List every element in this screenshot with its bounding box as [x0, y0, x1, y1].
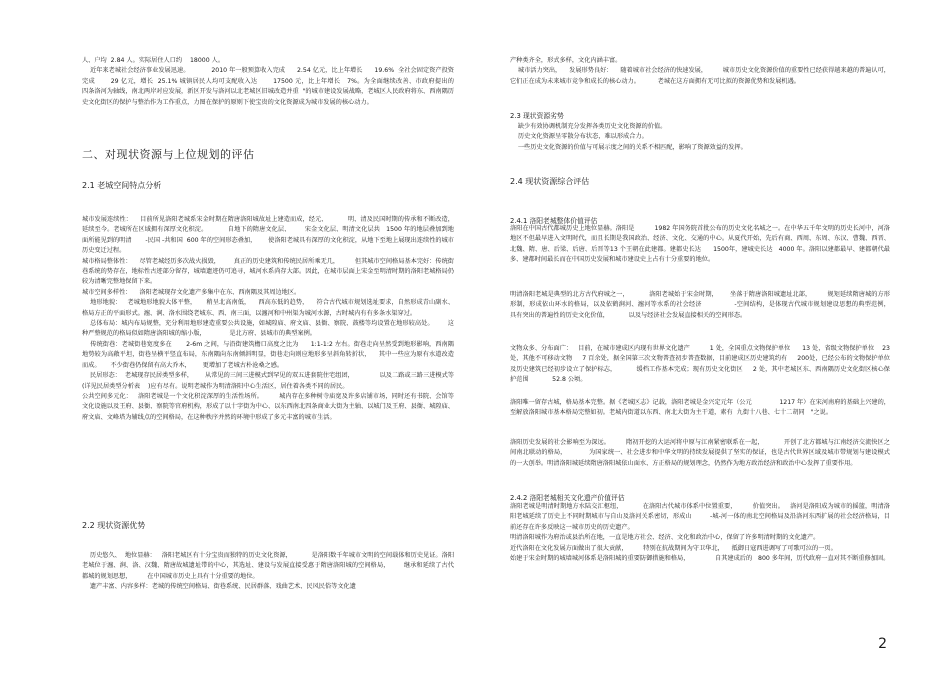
subsection-2-4-1-title: 2.4.1 洛阳老城整体价值评估 — [510, 217, 598, 225]
subsection-2-2-body — [82, 551, 454, 593]
subsection-2-4-1-paragraph-d: 洛阳唯一留存古城，格局基本完整。据《老城区志》记载，洛阳老城是金兴定元年（公元 1217 年）在宋河南府的基础上兴建的，至解放洛阳城市基本格局完整如初。老城内街道以东西、南北大街为主干道，素有 九街十八巷、七十二胡同 "之说。 — [510, 399, 890, 417]
subsection-2-4-1-paragraph-c: 文物众多、分布面广： 目前，在城市建成区内现有世界文化遗产 1 处，全国重点文物保护单位 13 处，省级文物保护单位 23 处，其他不可移动文物 7 百余处，据全国第三次文物普查初步普查数据，目前建成区历史建筑约有 200处，已经公布的文物保护单位及历史建筑已经初步设立了保护标志， 缓档工作基本完成；现有历史文化街区 2 处，其中老城区东、西南隅历史文化街区核心保护范围 52.8 公顷。 — [510, 345, 892, 384]
intro-paragraph: 人、户均 2.84 人。实际居住人口约 18000 人。 近年来老城社会经济事业发展迅速。 2010 年一般预算收入完成 2.54 亿元，比上年增长 19.6% 全社会固定资产投资完成 29 亿元，增长 25.1% 城镇居民人均可支配收入达 17500 元，比上年增长 7%。为全面继续改善、市政府提出的 四条洛河为轴线，南北两岸对应发展，新区开发与洛河以北老城区旧城改造并重 "的城市建设发展战略，老城区人民政府将东、西南隅历史文化街区的保护与整治作为工作重点，力图在保护的原则下使宝贵的文化资源成为城市发展的核心动力。 — [82, 57, 454, 106]
subsection-2-1-heading — [82, 180, 454, 191]
subsection-2-4-1-body-e — [510, 438, 890, 469]
section-2-title: 二、对现状资源与上位规划的评估 — [82, 148, 255, 161]
section-heading — [82, 148, 454, 162]
subsection-2-4-1-body-a — [510, 224, 890, 266]
subsection-2-4-1-body-b — [510, 290, 912, 321]
subsection-2-4-1-body-c — [510, 344, 890, 386]
subsection-2-3-title: 2.3 现状资源劣势 — [510, 112, 564, 120]
subsection-2-4-2-title: 2.4.2 洛阳老城相关文化遗产价值评估 — [510, 494, 625, 502]
subsection-2-4-1-paragraph-b: 明清洛阳老城是典型的北方古代府城之一， 洛阳老城始于宋金时期， 坐落于隋唐洛阳城遗址北部， 规矩延续隋唐城的方形形制，形成依山环水的格局，以及依鹤涧河、瀍河等水系的社会经济 -空间结构，是体现古代城市规划建设思想的典型范例， 具有突出的普遍性的历史文化价值， 以及与经济社会发展直接相关的空间形态。 — [510, 291, 912, 319]
subsection-2-4-title: 2.4 现状资源综合评估 — [510, 177, 590, 186]
subsection-2-2-heading — [82, 520, 454, 531]
subsection-2-3-body — [510, 122, 890, 153]
subsection-2-1-body — [82, 215, 454, 423]
right-top-text — [510, 56, 890, 87]
subsection-2-2-title: 2.2 现状资源优势 — [82, 521, 146, 530]
intro-text — [82, 56, 454, 108]
subsection-2-4-2-paragraph: 洛阳老城是明清时期地方水陆交汇枢纽， 在洛阳古代城市体系中位置重要， 价值突出。 洛河是洛阳成为城市的摇篮，明清洛阳老城延续了历史上不同时期城市与自山及洛河关系密切，形成山 -城-河一体的南北空间格局及沿洛河东西扩展的社会经济格局，目前还存在许多反映这一城市历史的历史遗产。 明清洛阳城作为府治或县治所在地，一直是地方社会、经济、文化和政治中心，保留了许多明清时期的文化遗产。 近代洛阳在文化发展方面做出了很大贡献， 特别在抗战期间为守卫华北， 抵御日寇西进调写了可歌可泣的一页。 始建于宋金时期的城墙城河体系是洛阳城的重要防御措施和格局， 自其建成后的 800 多年间，历代政府一直对其不断重修加固。 — [510, 503, 890, 563]
subsection-2-2-paragraph: 历史悠久、 地位显赫： 洛阳老城区有十分宝贵而独特的历史文化资源， 是洛阳数千年城市文明的空间载体和历史见证。洛阳老城位于瀍、涧、洛、汉魏、隋唐故城遗址带的中心，其选址、建设与发展直接受惠于隋唐洛阳城的空间格局， 继承和延续了古代都城的规划思想， 在中国城市历史上具有十分重要的地位。 遗产丰富、内容多样：老城的传统空间格局、街巷系统、民居群落、戏曲艺术、民风民俗等文化遗 — [82, 552, 455, 591]
subsection-2-3-heading — [510, 111, 890, 121]
subsection-2-4-1-paragraph-a: 洛阳在中国古代都城历史上地位显赫。洛阳是 1982 年国务院首批公布的历史文化名城之一。在中华五千年文明的历史长河中，河洛地区不但最早进入文明时代，而且长期是我国政治、经济、文化、交通的中心。从夏代开始，先后有商、西周、东周、东汉、曹魏、西晋、北魏、隋、唐、后梁、后唐、后晋等13 个王朝在此建都。建都史长达 1500年，建城史长达 4000 年。洛阳以建都最早、建都朝代最多、建都时间最长而在中国历史发展和城市建设史上占有十分重要的地位。 — [510, 225, 890, 264]
subsection-2-3-paragraph: 缺少有效协调机制充分发挥各类历史文化资源的价值。 历史文化资源呈零散分布状态，难以形成合力。 一些历史文化资源的价值与可展示度之间的关系不相匹配，影响了资源效益的发挥。 — [517, 123, 747, 151]
subsection-2-4-2-body — [510, 502, 890, 564]
subsection-2-4-heading — [510, 176, 890, 187]
subsection-2-1-title: 2.1 老城空间特点分析 — [82, 181, 162, 190]
page-number: 2 — [878, 636, 887, 652]
subsection-2-1-paragraph: 城市发展连续性： 目前所见洛阳老城系宋金时期在隋唐洛阳城故址上建造而成，经元、 明、清及民国时期的传承和不断改造， 延续至今。老城所在区域拥有深厚文化积淀。 自地下的隋唐文化层、 宋金文化层、明清文化层共 1500 年的地层叠加到地面所能见到的明清 -民国 -共和国 600 年的空间形态叠加， 使洛阳老城具有深厚的文化积淀，从地下至地上展现出连续性的城市历史变迁过程。 城市格局整体性： 尽管老城经历多次战火损毁， 真正的历史建筑和传统民居所乘无几， 但其城市空间格局基本完好：传统街巷系统的势存在，地标性古迹部分留存，城墙遗迹仍可追寻，城河水系尚存大部。因此，在城市层面上宋金至明清时期的洛阳老城格局仍较为清晰完整地保留下来。 城市空间多样性： 洛阳老城现存文化遗产多集中在东、西南隅及其周边地区。 地形地貌： 老城地形地貌大体平整， 稍呈北高南低， 西高东低的趋势， 符合古代城市规划选址要求，自然形成青山副水、格局方正的平面形式。瀍、涧、洛水围绕老城东、西、南三面，以瀍河和中州渠为城河水源，古时城内有有多条水渠穿过。 总体布局：城内布局规整，充分利用地形建造重要公共设施，如城隍庙、府文庙、县衙、察院、鼓楼等均设置在地形较高处。 这种严整规范的格局似如隋唐洛阳城的缩小版， 是北方府、县城市的典型案例。 传统街巷：老城街巷宽度多在 2-6m 之间，与沿街建筑檐口高度之比为 1:1-1:2 左右。街巷走向呈然受到地形影响，西南隅地势较为高敞平坦，街巷呈横平竖直布局，东南隅向东南倾斜明显，街巷走向则应地形多呈斜角转折状， 其中一些应为原有水道改造而成。 不少街巷仍保留有高大乔木， 更增加了老城古朴沧桑之感。 民居形态： 老城现存民居类型多样， 从常见的三间三进模式到罕见的双五进套院住宅组团， 以及二路或三路三进模式等 (详见民居类型分析表 )应有尽有。说明老城作为明清洛阳中心生活区，居住着各类不同的居民。 公共空间多元化： 洛阳老城是一个文化积淀深厚的生活性场所。 城内存在多种树寺庙宽及许多店铺市场，同时还有书院、会馆等文化设施以及王府、县衙、察院等官府机构，形成了以十字街为中心、以东西南北四条商业大街为主轴、以城门及王府、县衙、城隍庙、府文庙、文峰塔为辅线点的空间格局，在这种秩序并然的环境中形成了多元丰富的城市生活。 — [82, 216, 455, 421]
right-top-paragraph: 产种类齐全，形式多样，文化内涵丰富。 城市活力突出， 发展形势良好： 随着城市社会经济的快速发展， 城市历史文化资源价值的重要性已经获得越来越的普遍认可， 它们正在成为未来城市竞争和成长的核心动力。 老城在这方面拥有无可比拟的资源优势和发展机遇。 — [510, 57, 890, 85]
subsection-2-4-1-body-d — [510, 398, 890, 419]
subsection-2-4-1-paragraph-e: 洛阳历史发展的社会影响至为深远。 隋初开挖的大运河将中原与江南紧密联系在一起， 开创了北方都城与江南经济交流快区之间南北联动的格局， 为国家统一、社会进步和中华文明的持续发展提供了坚实的保证，也是古代世界区域及城市带规划与建设模式的一大创举。明清洛阳城延续隋唐洛阳城依山面水、方正格局的规划理念，仍然作为地方政治经济和政治中心发挥了重要作用。 — [510, 439, 890, 467]
